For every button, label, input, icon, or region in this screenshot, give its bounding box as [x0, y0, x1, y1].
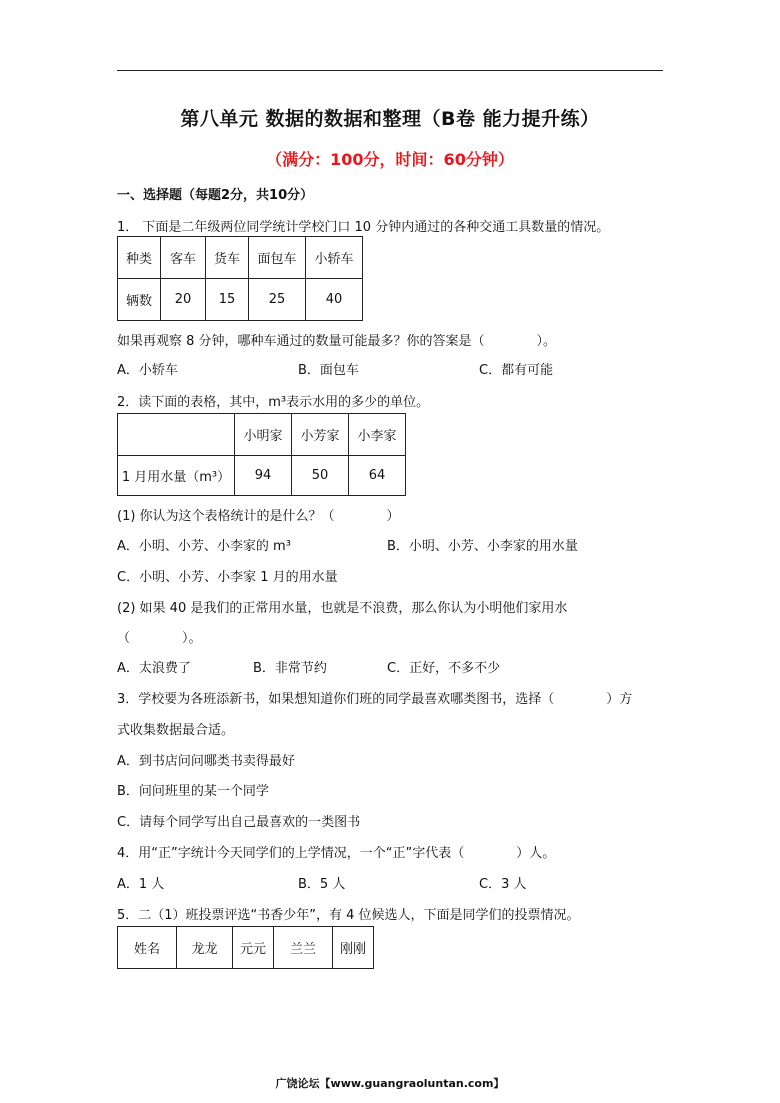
q2-sub1-option-b: B．小明、小芳、小李家的用水量	[387, 539, 578, 554]
q2-table	[117, 413, 406, 496]
q1-question: 如果再观察 8 分钟，哪种车通过的数量可能最多？你的答案是（ ）。	[117, 334, 557, 349]
page-subtitle: （满分：100分，时间：60分钟）	[266, 150, 514, 169]
q2-sub2: (2) 如果 40 是我们的正常用水量，也就是不浪费，那么你认为小明他们家用水	[117, 601, 568, 616]
q1-option-c: C．都有可能	[479, 363, 554, 378]
table-cell	[118, 414, 235, 456]
header-rule	[117, 70, 663, 71]
q4-option-c: C．3 人	[479, 877, 527, 892]
table-cell: 64	[349, 456, 406, 496]
table-cell: 龙龙	[177, 927, 233, 969]
table-cell: 小芳家	[292, 414, 349, 456]
q4-option-b: B．5 人	[298, 877, 346, 892]
table-cell: 刚刚	[333, 927, 374, 969]
table-cell: 小李家	[349, 414, 406, 456]
q2-sub1-option-a: A．小明、小芳、小李家的 m³	[117, 539, 291, 554]
table-cell: 小明家	[235, 414, 292, 456]
q2-sub1: (1) 你认为这个表格统计的是什么？（ ）	[117, 509, 400, 524]
q2-sub1-option-c: C．小明、小芳、小李家 1 月的用水量	[117, 570, 338, 585]
table-cell: 1 月用水量（m³）	[118, 456, 235, 496]
q3-option-c: C．请每个同学写出自己最喜欢的一类图书	[117, 815, 361, 830]
table-cell: 小轿车	[306, 237, 363, 279]
q1-table	[117, 236, 363, 321]
table-cell: 兰兰	[274, 927, 333, 969]
page-title: 第八单元 数据的数据和整理（B卷 能力提升练）	[180, 108, 600, 130]
q2-sub2-option-c: C．正好，不多不少	[387, 661, 501, 676]
q3-option-b: B．问问班里的某一个同学	[117, 784, 269, 799]
table-cell: 姓名	[118, 927, 177, 969]
q1-option-a: A．小轿车	[117, 363, 178, 378]
table-row	[118, 927, 374, 969]
q1-option-b: B．面包车	[298, 363, 359, 378]
table-cell: 客车	[161, 237, 206, 279]
q3-stem: 3．学校要为各班添新书，如果想知道你们班的同学最喜欢哪类图书，选择（ ）方	[117, 692, 633, 707]
table-cell: 元元	[233, 927, 274, 969]
table-row	[118, 237, 363, 279]
table-cell: 15	[206, 279, 249, 321]
q3-option-a: A．到书店问问哪类书卖得最好	[117, 754, 295, 769]
table-cell: 辆数	[118, 279, 161, 321]
table-cell: 货车	[206, 237, 249, 279]
table-row	[118, 456, 406, 496]
section-heading: 一、选择题（每题2分，共10分）	[117, 188, 314, 203]
table-cell: 25	[249, 279, 306, 321]
table-cell: 94	[235, 456, 292, 496]
q2-stem: 2．读下面的表格，其中，m³表示水用的多少的单位。	[117, 395, 430, 410]
table-cell: 50	[292, 456, 349, 496]
q3-stem-cont: 式收集数据最合适。	[117, 723, 235, 738]
q2-sub2-option-a: A．太浪费了	[117, 661, 191, 676]
q2-sub2-blank: （ ）。	[117, 631, 202, 646]
footer-watermark: 广饶论坛【www.guangraoluntan.com】	[275, 1077, 505, 1090]
table-cell: 种类	[118, 237, 161, 279]
table-cell: 20	[161, 279, 206, 321]
table-row	[118, 279, 363, 321]
q1-stem: 1． 下面是二年级两位同学统计学校门口 10 分钟内通过的各种交通工具数量的情况。	[117, 220, 610, 235]
q4-option-a: A．1 人	[117, 877, 165, 892]
table-row	[118, 414, 406, 456]
table-cell: 40	[306, 279, 363, 321]
table-cell: 面包车	[249, 237, 306, 279]
q2-sub2-option-b: B．非常节约	[253, 661, 327, 676]
q5-table	[117, 926, 374, 969]
q5-stem: 5．二（1）班投票评选“书香少年”，有 4 位候选人，下面是同学们的投票情况。	[117, 908, 580, 923]
q4-stem: 4．用“正”字统计今天同学们的上学情况，一个“正”字代表（ ）人。	[117, 846, 556, 861]
